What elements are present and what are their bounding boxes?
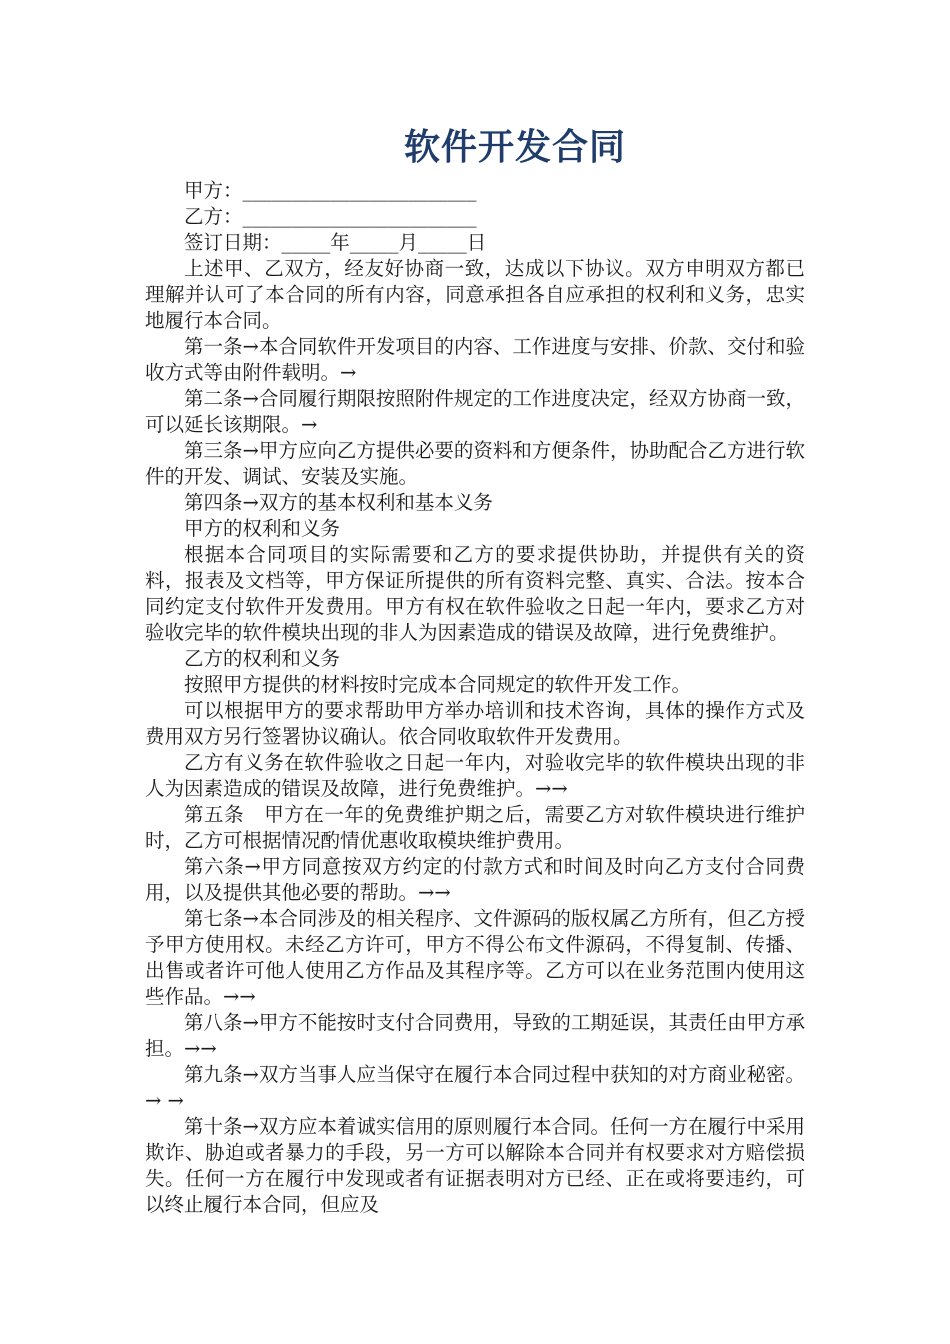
paragraph-party-b-duty-2: 可以根据甲方的要求帮助甲方举办培训和技术咨询，具体的操作方式及费用双方另行签署协议确认。依合同收取软件开发费用。 [145, 699, 805, 748]
paragraph-preamble: 上述甲、乙双方，经友好协商一致，达成以下协议。双方申明双方都已理解并认可了本合同的所有内容，同意承担各自应承担的权利和义务，忠实地履行本合同。 [145, 257, 805, 332]
paragraph-article-7: 第七条→本合同涉及的相关程序、文件源码的版权属乙方所有，但乙方授予甲方使用权。未经乙方许可，甲方不得公布文件源码，不得复制、传播、出售或者许可他人使用乙方作品及其程序等。乙方可以在业务范围内使用这些作品。→→ [145, 907, 805, 1008]
party-a-field: 甲方：________________________ [184, 179, 477, 202]
paragraph-article-10: 第十条→双方应本着诚实信用的原则履行本合同。任何一方在履行中采用欺诈、胁迫或者暴力的手段，另一方可以解除本合同并有权要求对方赔偿损失。任何一方在履行中发现或者有证据表明对方已经、正在或将要违约，可以终止履行本合同，但应及 [145, 1115, 805, 1216]
sign-date-field: 签订日期：_____年_____月_____日 [184, 231, 487, 254]
paragraph-article-6: 第六条→甲方同意按双方约定的付款方式和时间及时向乙方支付合同费用，以及提供其他必要的帮助。→→ [145, 855, 805, 904]
document-title: 软件开发合同 [403, 127, 626, 168]
paragraph-article-2: 第二条→合同履行期限按照附件规定的工作进度决定，经双方协商一致，可以延长该期限。→ [145, 387, 805, 436]
paragraph-article-9: 第九条→双方当事人应当保守在履行本合同过程中获知的对方商业秘密。→ → [145, 1063, 805, 1112]
paragraph-party-b-duty-3: 乙方有义务在软件验收之日起一年内，对验收完毕的软件模块出现的非人为因素造成的错误及故障，进行免费维护。→→ [145, 751, 805, 800]
paragraph-party-b-duty-1: 按照甲方提供的材料按时完成本合同规定的软件开发工作。 [184, 673, 692, 696]
party-b-field: 乙方：________________________ [184, 205, 477, 228]
document-body [145, 178, 805, 1218]
paragraph-article-5: 第五条 甲方在一年的免费维护期之后，需要乙方对软件模块进行维护时，乙方可根据情况酌情优惠收取模块维护费用。 [145, 803, 805, 852]
paragraph-article-1: 第一条→本合同软件开发项目的内容、工作进度与安排、价款、交付和验收方式等由附件载明。→ [145, 335, 805, 384]
paragraph-article-3: 第三条→甲方应向乙方提供必要的资料和方便条件，协助配合乙方进行软件的开发、调试、安装及实施。 [145, 439, 805, 488]
paragraph-article-4: 第四条→双方的基本权利和基本义务 [184, 491, 493, 514]
paragraph-article-8: 第八条→甲方不能按时支付合同费用，导致的工期延误，其责任由甲方承担。→→ [145, 1011, 805, 1060]
subheading-party-b-rights: 乙方的权利和义务 [184, 647, 341, 670]
subheading-party-a-rights: 甲方的权利和义务 [184, 517, 341, 540]
paragraph-party-a-rights: 根据本合同项目的实际需要和乙方的要求提供协助，并提供有关的资料，报表及文档等，甲方保证所提供的所有资料完整、真实、合法。按本合同约定支付软件开发费用。甲方有权在软件验收之日起一年内，要求乙方对验收完毕的软件模块出现的非人为因素造成的错误及故障，进行免费维护。 [145, 543, 805, 644]
